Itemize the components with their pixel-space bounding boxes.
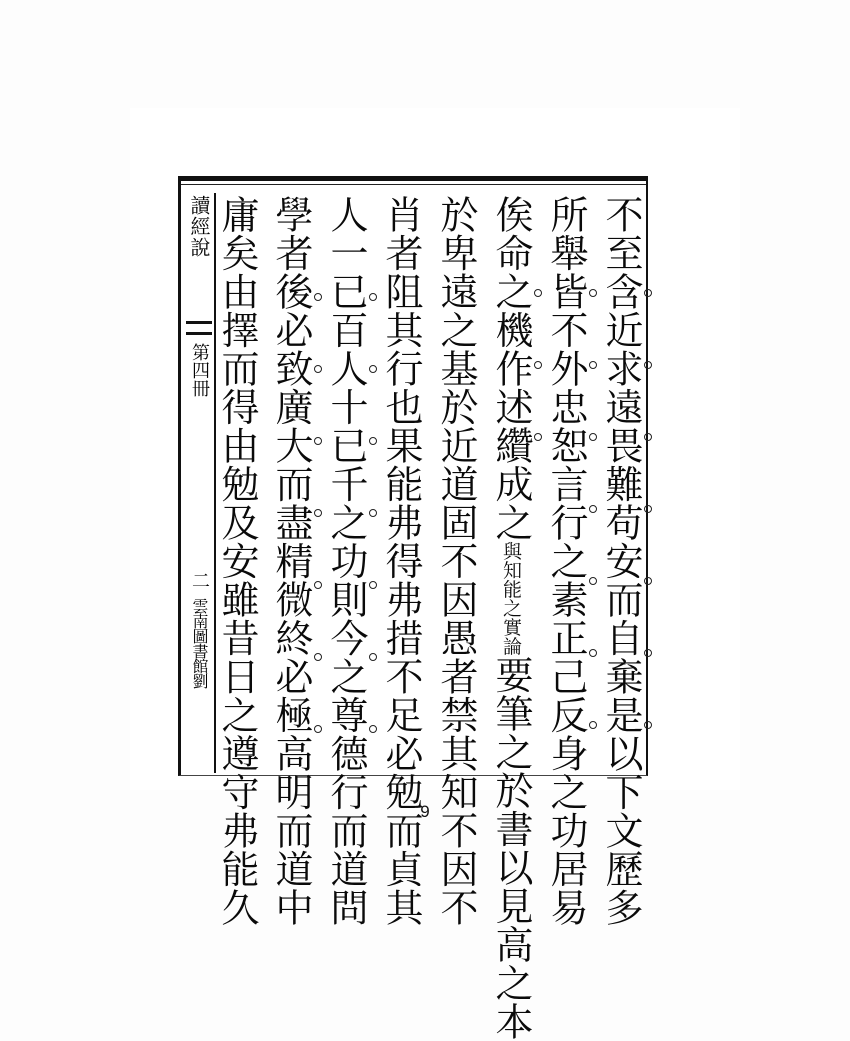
text-column-2: 所舉皆不外忠恕言行之素正己反身之功居易: [544, 195, 588, 927]
interlinear-note: 與知能之實論: [500, 541, 522, 656]
punctuation-circles: [369, 293, 381, 733]
punctuation-circles: [314, 293, 326, 733]
leaf-number: 二: [189, 571, 210, 589]
center-margin-strip: [184, 193, 216, 773]
text-column-4: 於卑遠之基於近道固不因愚者禁其知不因不: [434, 195, 478, 927]
text-column-1: 不至含近求遠畏難苟安而自棄是以下文歷多: [599, 195, 643, 927]
text-column-8: 庸矣由擇而得由勉及安雖昔日之遵守弗能久: [215, 195, 259, 927]
text-frame: [178, 176, 648, 1041]
punctuation-circles: [534, 289, 546, 441]
punctuation-circles: [644, 289, 656, 729]
publisher-imprint: 雲南圖書館劉: [190, 598, 209, 688]
punctuation-circles: [589, 289, 601, 729]
text-column-7: 學者後必致廣大而盡精微終必極高明而道中: [269, 195, 313, 927]
text-column-3: 俟命之機作述纘成之與知能之實論要筆之於書以見高之本: [489, 195, 533, 1041]
volume-label: 第四冊: [189, 343, 210, 397]
page-number: 9: [420, 802, 430, 821]
text-column-6: 人一已百人十已千之功則今之尊德行而道問: [324, 195, 368, 927]
book-title: 讀經說: [187, 195, 211, 258]
text-column-5: 肖者阻其行也果能弗得弗措不足必勉而貞其: [379, 195, 423, 927]
fish-tail-mark: [186, 321, 212, 335]
